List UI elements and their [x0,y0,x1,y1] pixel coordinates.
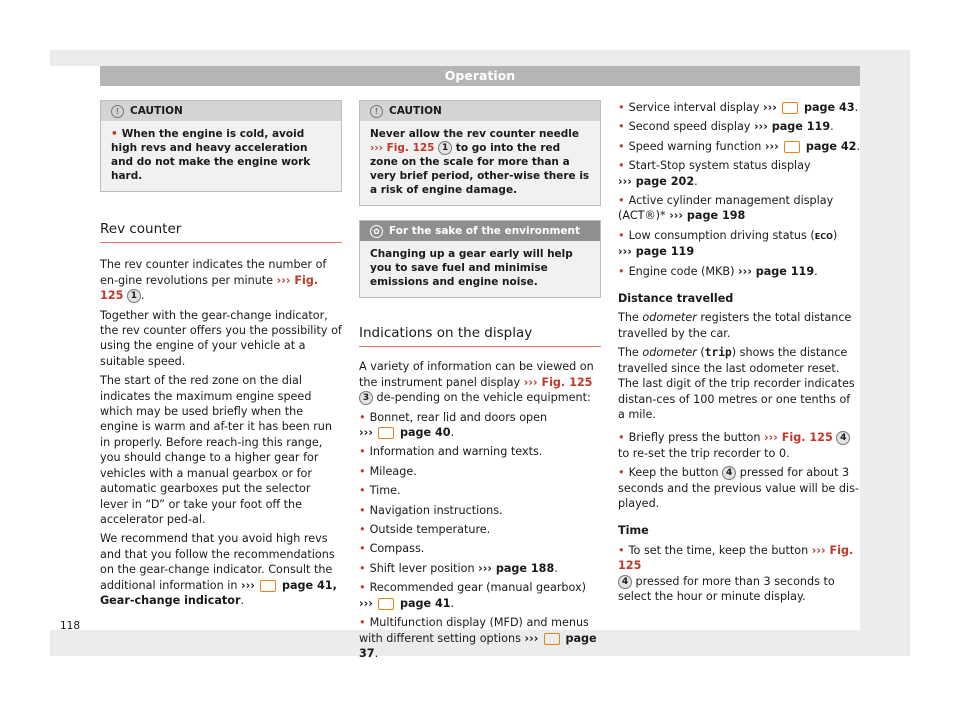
paragraph: Together with the gear-change indicator, the rev counter offers you the possibility of using the engine of your vehicle at a suitable speed. [100,308,342,368]
callout-number: 1 [438,141,452,155]
page-link[interactable]: ››› page 202 [618,174,695,188]
fig-link[interactable]: ››› Fig. 125 [100,273,319,303]
caution-header: ! CAUTION [101,101,341,121]
callout-number: 4 [836,431,850,445]
heading-rev-counter: Rev counter [100,222,342,243]
heading-indications: Indications on the display [359,326,601,347]
book-icon [782,102,798,114]
list-item: • Bonnet, rear lid and doors open ››› page 40. [359,410,548,440]
caution-box [359,100,601,206]
list-item: • Engine code (MKB) ››› page 119. [618,264,818,278]
list-item: • To set the time, keep the button ››› Fig. 125 4 pressed for more than 3 seconds to select the hour or minute display. [618,543,854,603]
page-link[interactable]: ››› page 119 [618,245,695,259]
callout-number: 1 [127,289,141,303]
callout-number: 3 [359,391,373,405]
book-icon [544,633,560,645]
page-link[interactable]: ››› page 198 [669,209,746,223]
callout-number: 4 [618,575,632,589]
page-link[interactable]: page 41, Gear-change indicator [100,578,337,607]
subheading-time: Time [618,524,649,538]
paragraph: We recommend that you avoid high revs and that you follow the recommendations on the gear-change indicator. Consult the additional information in ››› page 41, Gear-change indicator. [100,532,337,607]
page-number: 118 [60,620,81,632]
eco-icon: ECO [814,231,833,241]
column-2 [359,100,601,661]
page-link[interactable]: page 42 [805,139,857,153]
fig-link[interactable]: ››› Fig. 125 [764,431,833,445]
book-icon [378,598,394,610]
fig-link[interactable]: ››› Fig. 125 [618,543,854,573]
list-item: • Compass. [359,542,425,556]
environment-header: ✿ For the sake of the environment [360,221,600,241]
environment-text: Changing up a gear early will help you to save fuel and minimise emissions and engine noise. [370,248,573,288]
page-link[interactable]: page 37 [359,631,597,660]
fig-link[interactable]: ››› Fig. 125 [523,375,593,389]
list-item: • Active cylinder management display (ACT®)* ››› page 198 [618,194,834,223]
section-header: Operation [100,66,860,86]
page-link[interactable]: page 43 [803,101,855,114]
caution-text: Never allow the rev counter needle ››› Fig. 125 1 to go into the red zone on the scale for more than a very brief period, other-wise there is a risk of engine damage. [370,128,590,196]
caution-text: • When the engine is cold, avoid high revs and heavy acceleration and do not make the engine work hard. [111,128,311,182]
list-item: • Information and warning texts. [359,445,543,459]
page-link[interactable]: ››› page 119 [738,264,815,278]
list-item: • Outside temperature. [359,523,491,537]
book-icon [260,580,276,592]
callout-number: 4 [722,466,736,480]
list-item: • Navigation instructions. [359,503,503,517]
list-item: • Time. [359,484,401,498]
list-item: • Multifunction display (MFD) and menus with different setting options ››› page 37. [359,616,597,660]
paragraph: The odometer (trip) shows the distance travelled since the last odometer reset. The last digit of the trip recorder indicates distan-ces of 100 metres or one tenths of a mile. [618,346,855,421]
page-link[interactable]: ››› page 188 [478,561,555,575]
list-item: • Keep the button 4 pressed for about 3 seconds and the previous value will be dis-played. [618,466,859,510]
book-icon [784,141,800,153]
book-icon [378,427,394,439]
list-item: • Speed warning function ››› page 42. [618,139,861,153]
paragraph: The rev counter indicates the number of en-gine revolutions per minute ››› Fig. 125 1 . [100,258,327,303]
leaf-icon: ✿ [370,225,383,238]
warning-icon: ! [370,105,383,118]
column-1 [100,100,342,608]
paragraph: The odometer registers the total distance travelled by the car. [618,311,852,340]
page-link[interactable]: ››› page 119 [753,120,831,134]
caution-header: ! CAUTION [360,101,600,121]
list-item: • Shift lever position ››› page 188. [359,561,558,575]
list-item: • Briefly press the button ››› Fig. 125 4 to re-set the trip recorder to 0. [618,430,860,461]
list-item: • Second speed display ››› page 119. [618,120,834,134]
list-item: • Mileage. [359,464,417,478]
warning-icon: ! [111,105,124,118]
list-item: • Service interval display ››› page 43. [618,101,859,114]
fig-link[interactable]: ››› Fig. 125 [370,142,435,154]
column-3 [618,100,860,604]
subheading-distance: Distance travelled [618,292,734,306]
paragraph: The start of the red zone on the dial indicates the maximum engine speed which may be used briefly when the engine is warm and af-ter it has been run in properly. Before reach-ing this range, you should change to a higher gear for vehicles with a manual gearbox or for automatic gearboxes put the selector lever in “D” or take your foot off the accelerator ped-al. [100,374,332,526]
environment-box [359,220,601,298]
page-link[interactable]: page 40 [399,426,451,440]
list-item: • Recommended gear (manual gearbox) ››› page 41. [359,581,587,610]
caution-box [100,100,342,192]
list-item: • Start-Stop system status display ››› page 202. [618,159,811,188]
page-link[interactable]: page 41 [399,596,451,610]
list-item: • Low consumption driving status (ECO) ››› page 119 [618,228,838,259]
paragraph: A variety of information can be viewed on the instrument panel display ››› Fig. 125 3 de-pending on the vehicle equipment: [359,360,594,405]
